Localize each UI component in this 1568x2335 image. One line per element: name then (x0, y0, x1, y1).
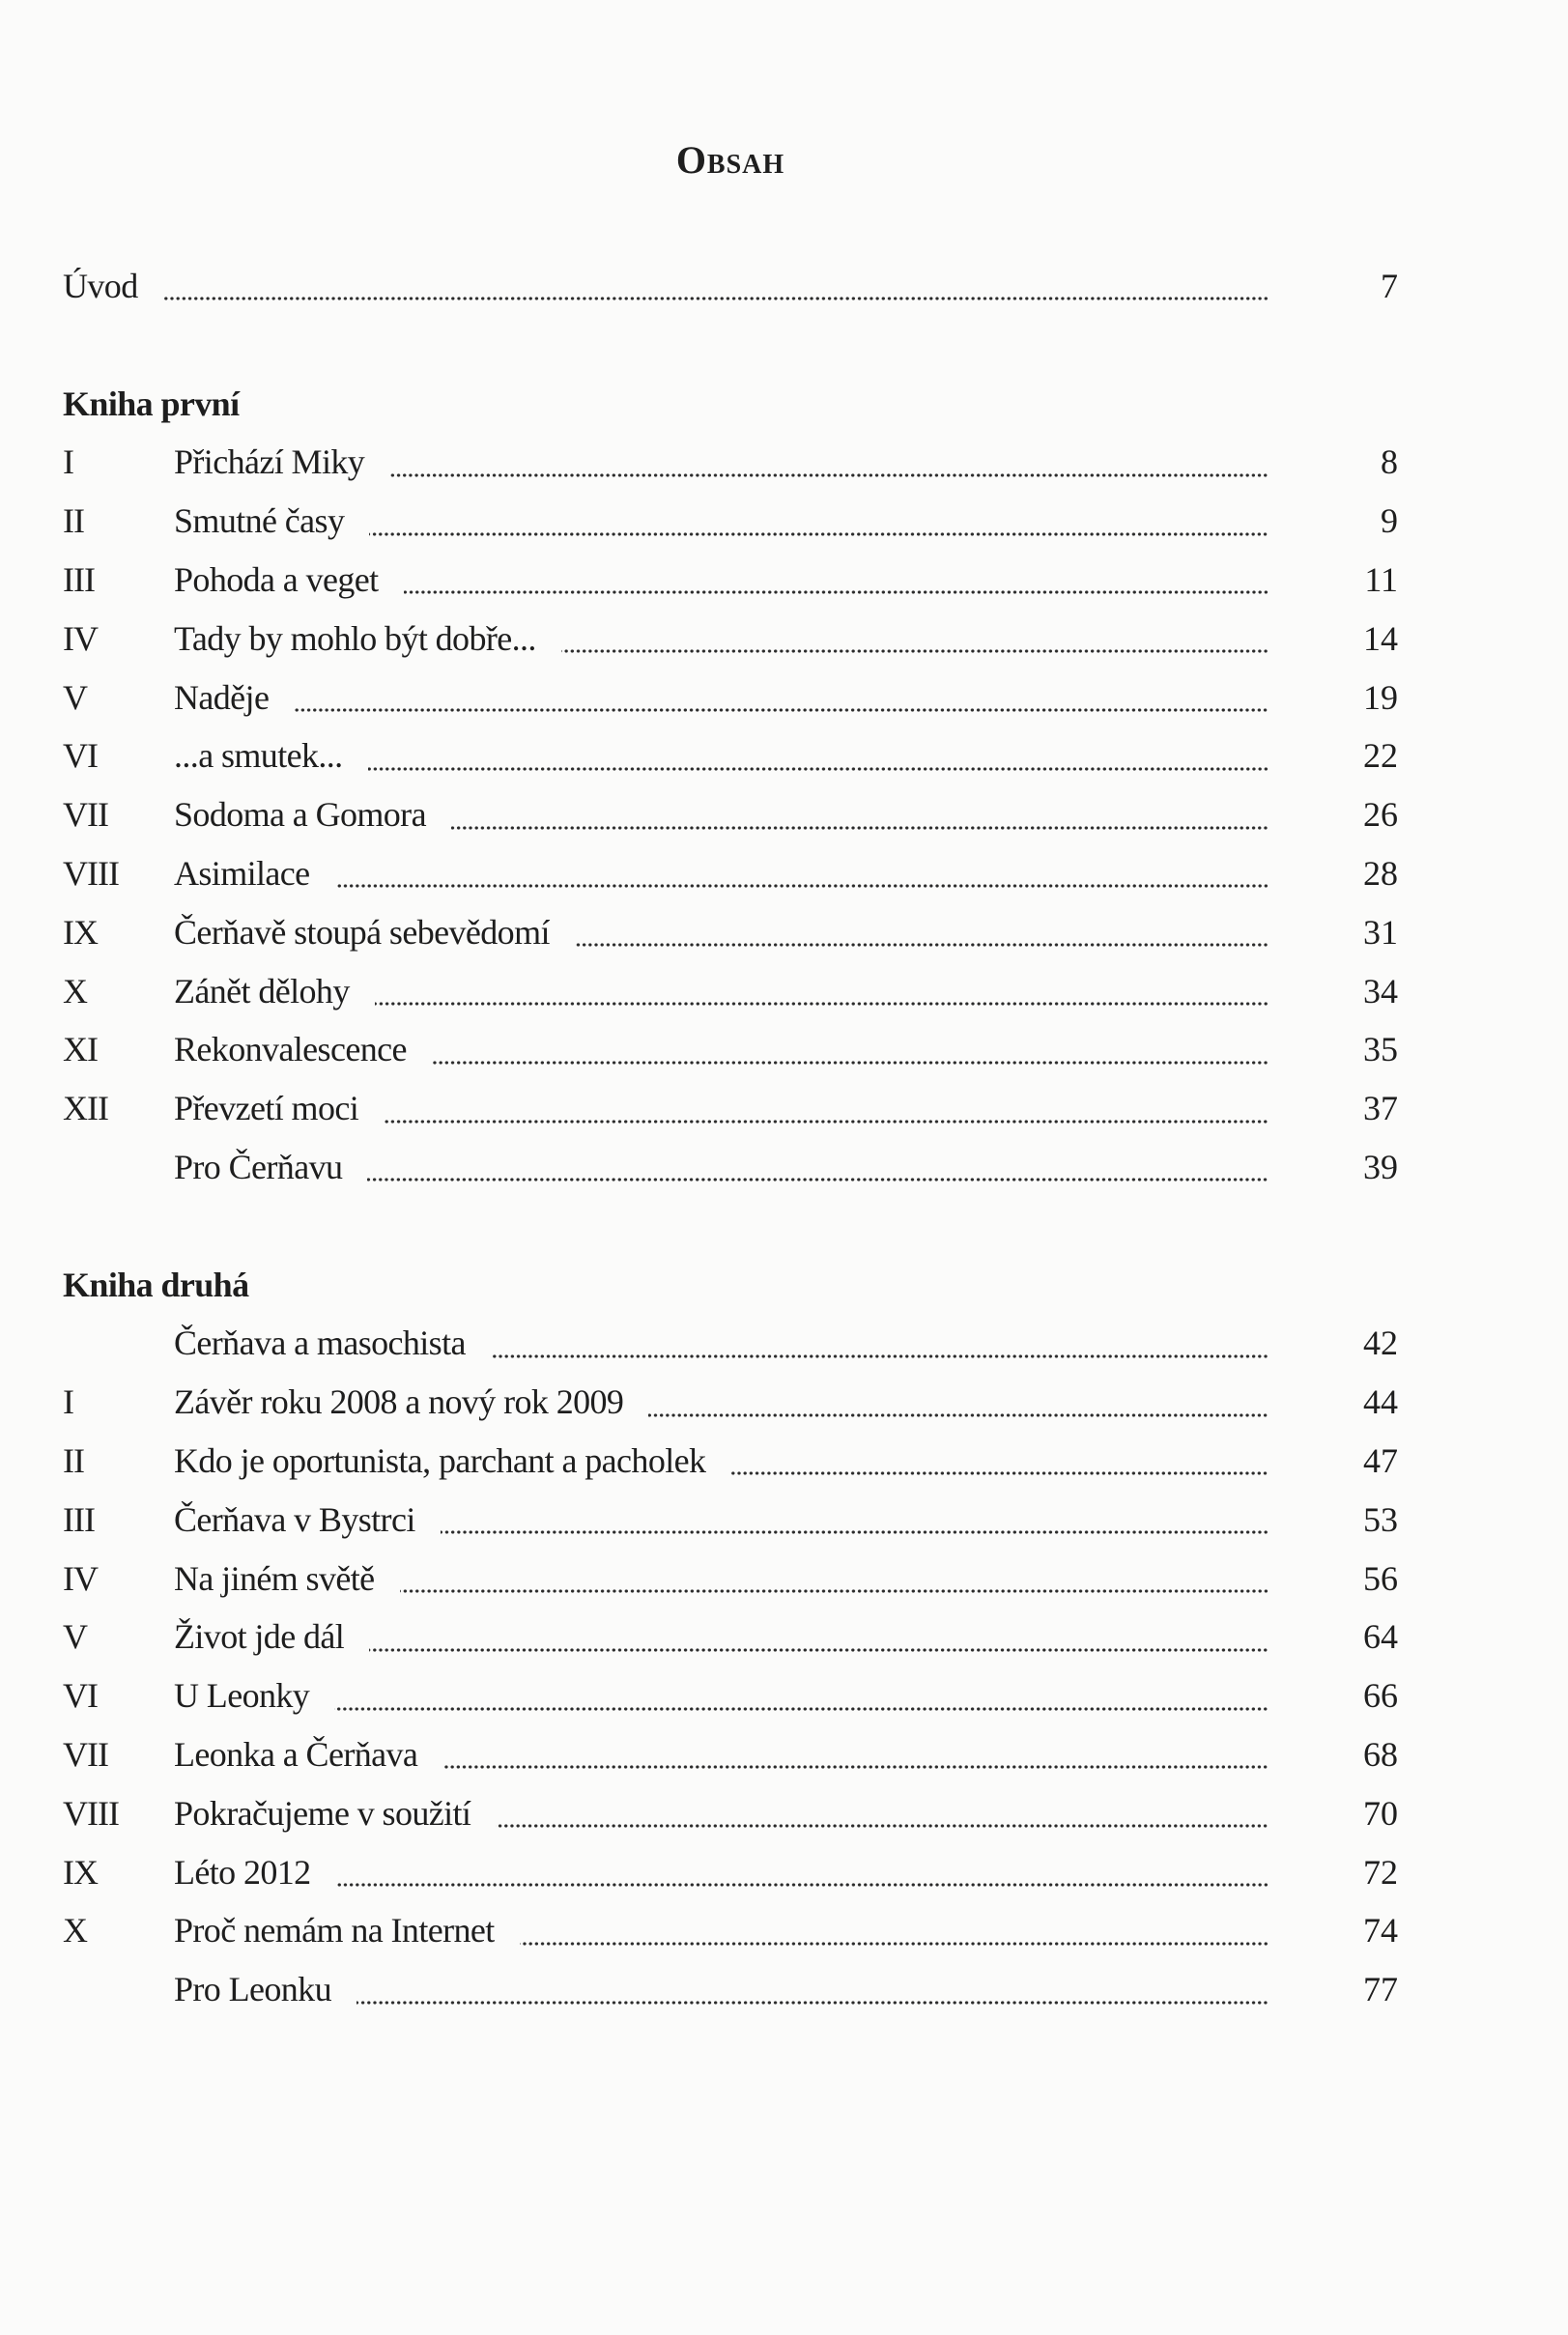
toc-entry[interactable] (63, 844, 1398, 903)
book-heading (63, 1256, 1398, 1315)
toc-page-number: 44 (1363, 1382, 1398, 1422)
toc-entry[interactable] (63, 551, 1398, 610)
toc-entry[interactable] (63, 1373, 1398, 1432)
book-entries (63, 1314, 1398, 2019)
toc-entry-label: Sodoma a Gomora (174, 795, 426, 835)
toc-page-number: 9 (1381, 501, 1398, 541)
chapter-numeral: III (63, 559, 95, 599)
toc-entry[interactable] (63, 492, 1398, 551)
dot-leader (367, 1178, 1269, 1182)
toc-entry-label: Čerňava v Bystrci (174, 1499, 415, 1539)
chapter-numeral: II (63, 1440, 84, 1480)
toc-entry-label: Pohoda a veget (174, 559, 379, 599)
dot-leader (163, 297, 1269, 300)
toc-entry-label: Proč nemám na Internet (174, 1911, 495, 1951)
dot-leader (730, 1471, 1269, 1475)
toc-page-number: 64 (1363, 1617, 1398, 1657)
toc-page-number: 31 (1363, 912, 1398, 952)
section-spacer (63, 1197, 1398, 1256)
toc-entry-label: Pro Čerňavu (174, 1147, 343, 1186)
chapter-numeral: I (63, 1382, 73, 1422)
toc-entry-label: Leonka a Čerňava (174, 1734, 418, 1774)
dot-leader (400, 1589, 1269, 1593)
toc-entry-label: Úvod (63, 267, 138, 305)
toc-page-number: 66 (1363, 1676, 1398, 1716)
toc-entry[interactable] (63, 1960, 1398, 2019)
chapter-numeral: V (63, 1617, 87, 1657)
toc-page-number: 14 (1363, 618, 1398, 658)
book-entries (63, 433, 1398, 1196)
toc-entry[interactable] (63, 1138, 1398, 1197)
chapter-numeral: II (63, 501, 84, 541)
dot-leader (294, 708, 1269, 712)
toc-entry-label: Asimilace (174, 853, 310, 893)
toc-entry-label: Kdo je oportunista, parchant a pacholek (174, 1440, 706, 1480)
dot-leader (441, 1530, 1269, 1534)
book-section (63, 375, 1398, 1197)
section-spacer (63, 316, 1398, 375)
toc-entry[interactable] (63, 962, 1398, 1021)
toc-entry-label: Smutné časy (174, 501, 345, 541)
chapter-numeral: VIII (63, 853, 119, 893)
chapter-numeral: IX (63, 912, 98, 952)
chapter-numeral: VIII (63, 1793, 119, 1833)
toc-page-number: 74 (1363, 1911, 1398, 1951)
toc-entry[interactable] (63, 1666, 1398, 1725)
dot-leader (375, 1002, 1269, 1006)
toc-entry-label: Tady by mohlo být dobře... (174, 618, 536, 658)
toc-entry-intro[interactable] (63, 257, 1398, 316)
book-section (63, 1256, 1398, 2019)
table-of-contents (63, 257, 1398, 2019)
chapter-numeral: VII (63, 1734, 108, 1774)
toc-entry[interactable] (63, 1314, 1398, 1373)
dot-leader (442, 1765, 1269, 1769)
toc-entry-label: Rekonvalescence (174, 1030, 407, 1069)
toc-entry[interactable] (63, 726, 1398, 785)
dot-leader (356, 2001, 1269, 2005)
toc-entry[interactable] (63, 1901, 1398, 1960)
toc-page-number: 42 (1363, 1324, 1398, 1363)
page-title: Obsah (675, 138, 785, 182)
chapter-numeral: III (63, 1499, 95, 1539)
chapter-numeral: X (63, 971, 87, 1011)
toc-entry-label: Naděje (174, 677, 270, 717)
chapter-numeral: I (63, 442, 73, 482)
toc-entry-label: Čerňava a masochista (174, 1324, 466, 1363)
toc-entry[interactable] (63, 1491, 1398, 1550)
toc-page-number: 34 (1363, 971, 1398, 1011)
toc-entry-label: Závěr roku 2008 a nový rok 2009 (174, 1382, 624, 1422)
toc-page-number: 56 (1363, 1558, 1398, 1598)
dot-leader (491, 1354, 1269, 1358)
toc-page-number: 22 (1363, 736, 1398, 776)
toc-entry[interactable] (63, 903, 1398, 962)
toc-page-number: 72 (1363, 1852, 1398, 1892)
toc-entry[interactable] (63, 1843, 1398, 1902)
toc-entry[interactable] (63, 610, 1398, 669)
toc-entry-label: Na jiném světě (174, 1558, 375, 1598)
book-heading-text: Kniha druhá (63, 1265, 249, 1304)
dot-leader (368, 767, 1269, 771)
dot-leader (520, 1942, 1269, 1946)
chapter-numeral: X (63, 1911, 87, 1951)
toc-entry[interactable] (63, 1784, 1398, 1843)
chapter-numeral: XI (63, 1030, 98, 1069)
dot-leader (648, 1413, 1269, 1417)
dot-leader (369, 1648, 1269, 1652)
chapter-numeral: VI (63, 736, 98, 776)
toc-page-number: 19 (1363, 677, 1398, 717)
toc-page-number: 28 (1363, 853, 1398, 893)
toc-entry[interactable] (63, 1020, 1398, 1079)
chapter-numeral: V (63, 677, 87, 717)
dot-leader (334, 1707, 1269, 1711)
toc-page-number: 39 (1363, 1147, 1398, 1186)
toc-entry-label: Čerňavě stoupá sebevědomí (174, 912, 550, 952)
dot-leader (432, 1061, 1269, 1065)
toc-entry-label: Pro Leonku (174, 1970, 331, 2009)
toc-page-number: 68 (1363, 1734, 1398, 1774)
dot-leader (575, 943, 1269, 947)
book-heading-text: Kniha první (63, 384, 240, 423)
books (63, 375, 1398, 2019)
chapter-numeral: VI (63, 1676, 98, 1716)
toc-entry[interactable] (63, 1725, 1398, 1784)
chapter-numeral: XII (63, 1089, 108, 1128)
toc-page-number: 7 (1381, 267, 1398, 305)
dot-leader (335, 884, 1269, 888)
toc-page-number: 11 (1364, 559, 1398, 599)
dot-leader (561, 649, 1269, 653)
dot-leader (451, 826, 1269, 830)
chapter-numeral: IX (63, 1852, 98, 1892)
dot-leader (336, 1883, 1269, 1887)
toc-entry[interactable] (63, 669, 1398, 727)
book-heading (63, 375, 1398, 434)
chapter-numeral: VII (63, 795, 108, 835)
toc-entry-label: Pokračujeme v soužití (174, 1793, 471, 1833)
toc-entry[interactable] (63, 1432, 1398, 1491)
dot-leader (369, 532, 1269, 536)
toc-entry[interactable] (63, 1608, 1398, 1666)
toc-page-number: 77 (1363, 1970, 1398, 2009)
toc-entry-label: Léto 2012 (174, 1852, 311, 1892)
dot-leader (404, 590, 1269, 594)
toc-page-number: 26 (1363, 795, 1398, 835)
toc-entry-label: Převzetí moci (174, 1089, 359, 1128)
toc-entry-label: Přichází Miky (174, 442, 365, 482)
toc-entry[interactable] (63, 1550, 1398, 1609)
dot-leader (384, 1120, 1269, 1124)
toc-entry-label: Zánět dělohy (174, 971, 350, 1011)
dot-leader (496, 1824, 1269, 1828)
toc-page-number: 37 (1363, 1089, 1398, 1128)
toc-page-number: 35 (1363, 1030, 1398, 1069)
toc-entry-label: Život jde dál (174, 1617, 345, 1657)
chapter-numeral: IV (63, 1558, 98, 1598)
toc-entry[interactable] (63, 785, 1398, 844)
toc-page-number: 70 (1363, 1793, 1398, 1833)
toc-entry-label: ...a smutek... (174, 736, 343, 776)
toc-page-number: 53 (1363, 1499, 1398, 1539)
chapter-numeral: IV (63, 618, 98, 658)
dot-leader (389, 473, 1269, 477)
toc-entry-label: U Leonky (174, 1676, 310, 1716)
toc-entry[interactable] (63, 433, 1398, 492)
toc-page-number: 47 (1363, 1440, 1398, 1480)
toc-page-number: 8 (1381, 442, 1398, 482)
toc-entry[interactable] (63, 1079, 1398, 1138)
